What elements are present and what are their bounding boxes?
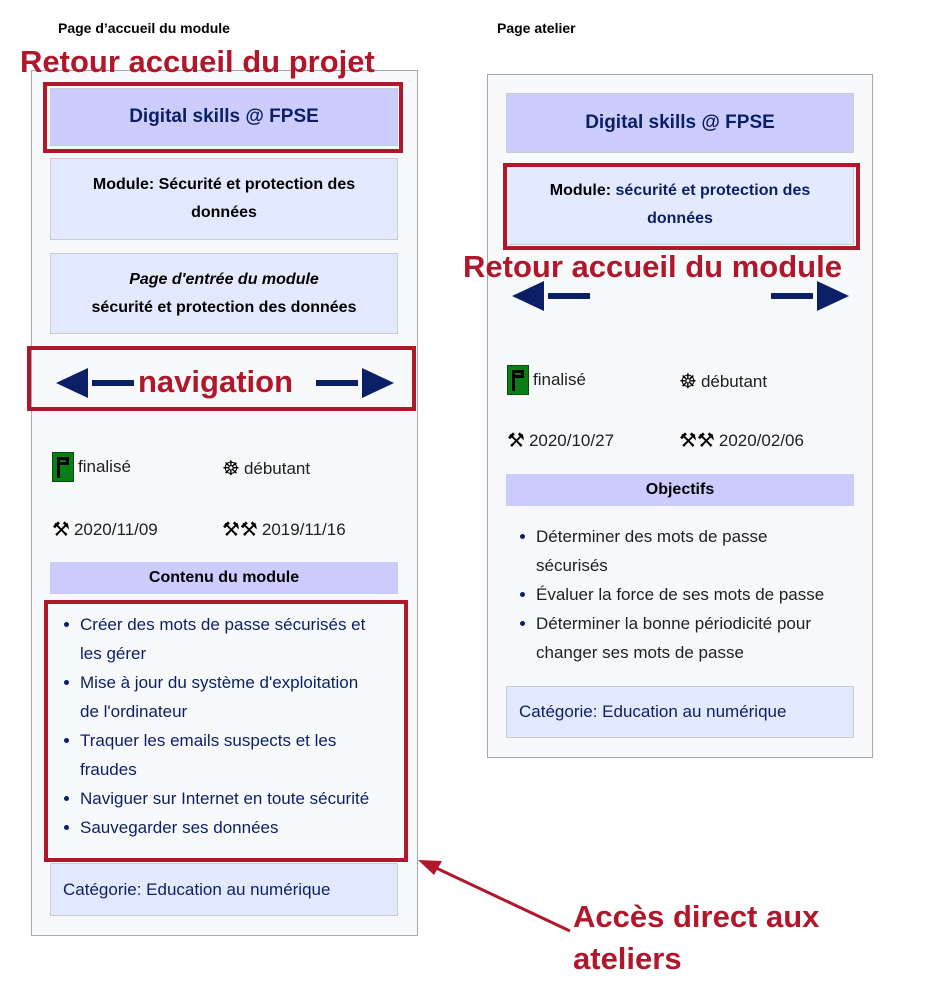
right-arrow-icon[interactable]	[771, 281, 849, 311]
left-arrow-icon[interactable]	[512, 281, 590, 311]
highlight-workshops	[44, 600, 408, 862]
category-text-right: Catégorie: Education au numérique	[519, 702, 787, 721]
modified-date-right: 2020/10/27	[528, 430, 615, 450]
hammer-pick-icon: ⚒	[52, 519, 70, 541]
list-item: Déterminer la bonne périodicité pour	[536, 609, 886, 638]
highlight-project-home	[43, 82, 403, 153]
double-hammer-pick-icon: ⚒⚒	[222, 519, 258, 541]
project-title-right: Digital skills @ FPSE	[585, 112, 775, 133]
annotation-arrow	[414, 855, 574, 935]
created-field	[222, 517, 346, 542]
list-item-cont[interactable]: les gérer	[80, 644, 147, 663]
objectives-header-text: Objectifs	[645, 481, 715, 498]
double-hammer-pick-icon: ⚒⚒	[679, 430, 715, 452]
project-title: Digital skills @ FPSE	[129, 106, 319, 127]
modified-field-right	[507, 428, 614, 453]
list-item-cont[interactable]: fraudes	[80, 760, 137, 779]
left-caption: Page d’accueil du module	[58, 20, 230, 36]
category-text: Catégorie: Education au numérique	[63, 879, 331, 899]
annotation-project-home: Retour accueil du projet	[20, 44, 375, 79]
list-item[interactable]: Créer des mots de passe sécurisés et	[80, 610, 430, 639]
status-text: finalisé	[78, 457, 131, 476]
list-item[interactable]: Traquer les emails suspects et les	[80, 726, 430, 755]
level-text: débutant	[243, 458, 311, 478]
annotation-navigation: navigation	[138, 364, 294, 399]
list-item: Déterminer des mots de passe	[536, 522, 886, 551]
project-home-link-right[interactable]	[506, 93, 854, 153]
right-caption: Page atelier	[497, 20, 576, 36]
module-link-line1[interactable]: sécurité et protection des	[615, 182, 811, 199]
annotation-direct-access-line1: Accès direct aux	[573, 899, 820, 934]
category-link-right[interactable]	[506, 686, 854, 738]
list-item[interactable]: Naviguer sur Internet en toute sécurité	[80, 784, 430, 813]
annotation-module-home: Retour accueil du module	[463, 249, 842, 284]
module-entry-label: Page d'entrée du module	[129, 270, 319, 288]
category-link[interactable]	[50, 863, 398, 916]
objectives-header	[506, 474, 854, 506]
annotation-direct-access	[573, 896, 819, 980]
module-entry-text: sécurité et protection des données	[91, 298, 357, 316]
list-item[interactable]: Mise à jour du système d'exploitation	[80, 668, 430, 697]
module-label: Module:	[549, 182, 612, 199]
modified-field	[52, 517, 158, 542]
created-date-right: 2020/02/06	[718, 430, 804, 450]
contents-header-text: Contenu du module	[148, 569, 300, 586]
module-title-line1: Module: Sécurité et protection des	[92, 176, 356, 193]
created-date: 2019/11/16	[261, 519, 346, 539]
highlight-module-home	[503, 163, 860, 250]
list-item-cont[interactable]: de l'ordinateur	[80, 702, 188, 721]
list-item[interactable]: Sauvegarder ses données	[80, 813, 430, 842]
list-item: Évaluer la force de ses mots de passe	[536, 580, 886, 609]
contents-header	[50, 562, 398, 594]
objectives-list	[506, 522, 886, 667]
flag-icon	[52, 452, 74, 482]
hammer-pick-icon: ⚒	[507, 430, 525, 452]
list-item-cont: sécurisés	[536, 556, 608, 575]
modified-date: 2020/11/09	[73, 519, 158, 539]
level-field	[222, 456, 310, 481]
module-title-box	[50, 158, 398, 240]
annotation-direct-access-line2: ateliers	[573, 941, 682, 976]
created-field-right	[679, 428, 804, 453]
flag-icon	[507, 365, 529, 395]
level-text-right: débutant	[700, 371, 768, 391]
status-text-right: finalisé	[533, 370, 586, 389]
ship-wheel-icon: ☸	[679, 371, 697, 393]
status-field	[52, 452, 131, 482]
module-link-line2[interactable]: données	[647, 210, 713, 227]
module-title-line2: données	[191, 204, 257, 221]
module-entry-box	[50, 253, 398, 334]
ship-wheel-icon: ☸	[222, 458, 240, 480]
level-field-right	[679, 369, 767, 394]
status-field-right	[507, 365, 586, 395]
list-item-cont: changer ses mots de passe	[536, 643, 744, 662]
